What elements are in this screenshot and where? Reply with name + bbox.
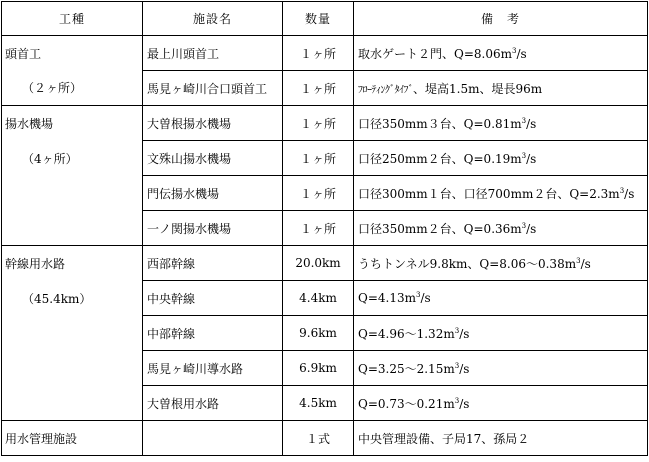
facility-name: 馬見ヶ崎川合口頭首工: [143, 71, 283, 106]
facility-name: 大曽根揚水機場: [143, 106, 283, 141]
table-row: [2, 211, 648, 246]
category-spacer: [2, 351, 143, 386]
quantity: １ヶ所: [283, 36, 354, 71]
table-row: [2, 386, 648, 421]
facility-name: 大曽根用水路: [143, 386, 283, 421]
table-row: [2, 176, 648, 211]
remarks: 口径300mm１台、口径700mm２台、$Q=2.3m^3/s$: [354, 176, 648, 211]
quantity: 6.9km: [283, 351, 354, 386]
remarks: $Q=4.96\sim 1.32m^3/s$: [354, 316, 648, 351]
category-spacer: [2, 176, 143, 211]
table-row: [2, 71, 648, 106]
remarks: $Q=4.13m^3/s$: [354, 281, 648, 316]
facility-name: 馬見ヶ崎川導水路: [143, 351, 283, 386]
category-trunk-canals: 幹線用水路: [2, 246, 143, 281]
table-row: [2, 106, 648, 141]
facility-name: 門伝揚水機場: [143, 176, 283, 211]
remarks: ﾌﾛｰﾃｨﾝｸﾞﾀｲﾌﾞ、堤高1.5m、堤長96m: [354, 71, 648, 106]
category-headworks: 頭首工: [2, 36, 143, 71]
quantity: 9.6km: [283, 316, 354, 351]
facilities-table: [1, 1, 648, 456]
quantity: 4.4km: [283, 281, 354, 316]
quantity: 4.5km: [283, 386, 354, 421]
table-row: [2, 351, 648, 386]
remarks: 取水ゲート２門、$Q=8.06m^3/s$: [354, 36, 648, 71]
table-row: [2, 36, 648, 71]
category-spacer: [2, 316, 143, 351]
category-spacer: [2, 211, 143, 246]
quantity: １式: [283, 421, 354, 456]
remarks: $Q=0.73\sim 0.21m^3/s$: [354, 386, 648, 421]
remarks: うちトンネル9.8km、$Q=8.06\sim 0.38m^3/s$: [354, 246, 648, 281]
category-pumping-stations: 揚水機場: [2, 106, 143, 141]
header-remarks: 備 考: [354, 2, 648, 36]
category-length: （45.4km）: [2, 281, 143, 316]
remarks: $Q=3.25\sim 2.15m^3/s$: [354, 351, 648, 386]
facility-name: 中央幹線: [143, 281, 283, 316]
facility-name: [143, 421, 283, 456]
table-row: [2, 281, 648, 316]
facility-name: 一ノ関揚水機場: [143, 211, 283, 246]
remarks: 中央管理設備、子局17、孫局２: [354, 421, 648, 456]
category-water-management: 用水管理施設: [2, 421, 143, 456]
facility-name: 中部幹線: [143, 316, 283, 351]
category-count: （２ヶ所）: [2, 71, 143, 106]
quantity: 20.0km: [283, 246, 354, 281]
remarks: 口径350mm２台、$Q=0.36m^3/s$: [354, 211, 648, 246]
quantity: １ヶ所: [283, 211, 354, 246]
category-spacer: [2, 386, 143, 421]
header-type: 工種: [2, 2, 143, 36]
header-quantity: 数量: [283, 2, 354, 36]
remarks: 口径250mm２台、$Q=0.19m^3/s$: [354, 141, 648, 176]
table-row: [2, 141, 648, 176]
quantity: １ヶ所: [283, 71, 354, 106]
quantity: １ヶ所: [283, 176, 354, 211]
category-count: （4ヶ所）: [2, 141, 143, 176]
table-row: [2, 246, 648, 281]
quantity: １ヶ所: [283, 106, 354, 141]
remarks: 口径350mm３台、$Q=0.81m^3/s$: [354, 106, 648, 141]
header-row: [2, 2, 648, 36]
quantity: １ヶ所: [283, 141, 354, 176]
facility-name: 最上川頭首工: [143, 36, 283, 71]
table-row: [2, 316, 648, 351]
table-row: [2, 421, 648, 456]
header-facility-name: 施設名: [143, 2, 283, 36]
facility-name: 西部幹線: [143, 246, 283, 281]
facility-name: 文殊山揚水機場: [143, 141, 283, 176]
